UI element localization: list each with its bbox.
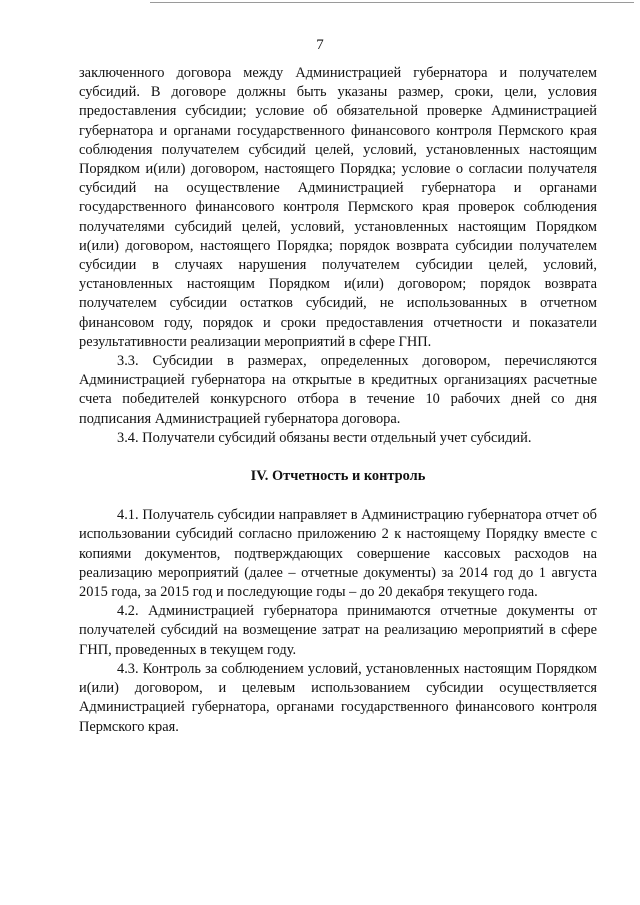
paragraph-4-2: 4.2. Администрацией губернатора принимаются отчетные документы от получателей субсидий на возмещение затрат на реализацию мероприятий в сфере ГНП, проведенных в текущем году.	[79, 603, 597, 658]
paragraph-contract-terms: заключенного договора между Администрацией губернатора и получателем субсидий. В договоре должны быть указаны размер, сроки, цели, условия предоставления субсидии; условие об обязательной проверке Администрацией губернатора и органами государственного финансового контроля Пермского края соблюдения получателем субсидий целей, условий, установленных настоящим Порядком и(или) договором, настоящего Порядка; условие о согласии получателя субсидий на осуществление Администрацией губернатора и органами государственного финансового контроля Пермского края проверок соблюдения получателями субсидий целей, условий, установленных настоящим Порядком и(или) договором, настоящего Порядка; порядок возврата субсидии получателем субсидии в случаях нарушения получателем субсидии целей, условий, установленных настоящим Порядком и(или) договором; порядок возврата получателем субсидии остатков субсидий, не использованных в отчетном финансовом году, порядок и сроки предоставления отчетности и показатели результативности реализации мероприятий в сфере ГНП.	[79, 65, 597, 350]
top-rule	[150, 2, 634, 3]
paragraph-3-3: 3.3. Субсидии в размерах, определенных договором, перечисляются Администрацией губернатора на открытые в кредитных организациях расчетные счета победителей конкурсного отбора в течение 10 рабочих дней со дня подписания Администрацией губернатора договора.	[79, 353, 597, 427]
paragraph-3-4: 3.4. Получатели субсидий обязаны вести отдельный учет субсидий.	[117, 429, 532, 446]
paragraph-4-3: 4.3. Контроль за соблюдением условий, установленных настоящим Порядком и(или) договором, и целевым использованием субсидии осуществляется Администрацией губернатора, органами государственного финансового контроля Пермского края.	[79, 660, 597, 735]
document-body	[79, 64, 597, 737]
section-heading: IV. Отчетность и контроль	[250, 468, 426, 485]
page-number: 7	[316, 37, 324, 53]
paragraph-4-1: 4.1. Получатель субсидии направляет в Администрацию губернатора отчет об использовании субсидий согласно приложению 2 к настоящему Порядку вместе с копиями документов, подтверждающих совершение кассовых расходов на реализацию мероприятий (далее – отчетные документы) за 2014 год до 1 августа 2015 года, за 2015 год и последующие годы – до 20 декабря текущего года.	[79, 507, 597, 601]
